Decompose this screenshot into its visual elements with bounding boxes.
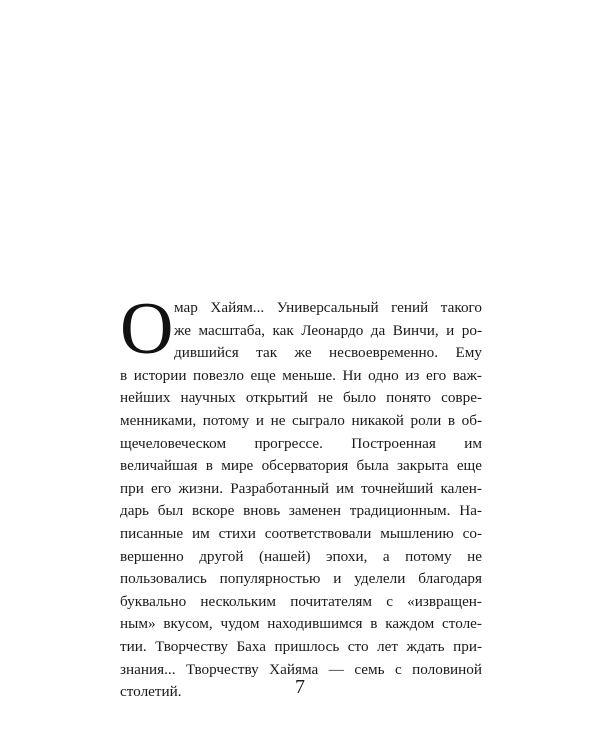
text-line-5: нейших научных открытий не было понято совре- [120, 389, 482, 407]
text-line-13: пользовались популярностью и уделели благодаря [120, 570, 482, 588]
text-line-11: писанные им стихи соответствовали мышлению со- [120, 524, 482, 542]
text-line-10: дарь был вскоре вновь заменен традиционным. На- [120, 502, 482, 520]
text-line-1: мар Хайям... Универсальный гений такого [174, 299, 482, 316]
body-paragraph [120, 288, 482, 704]
text-line-16: тии. Творчеству Баха пришлось сто лет ждать при- [120, 637, 482, 655]
text-line-4: в истории повезло еще меньше. Ни одно из его важ- [120, 366, 482, 384]
drop-cap-letter: О [120, 288, 174, 370]
text-line-14: буквально нескольким почитателям с «извращен- [120, 592, 482, 610]
text-line-2: же масштаба, как Леонардо да Винчи, и ро- [174, 321, 482, 339]
text-line-17: знания... Творчеству Хайяма — семь с половиной [120, 660, 482, 678]
text-line-7: щечеловеческом прогрессе. Построенная им [120, 434, 482, 452]
page-number: 7 [295, 676, 305, 698]
text-line-9: при его жизни. Разработанный им точнейший кален- [120, 479, 482, 497]
text-line-8: величайшая в мире обсерватория была закрыта еще [120, 457, 482, 475]
text-line-15: ным» вкусом, чудом находившимся в каждом столе- [120, 615, 482, 633]
text-line-12: вершенно другой (нашей) эпохи, а потому не [120, 547, 482, 565]
text-line-18: столетий. [120, 683, 182, 701]
text-line-3: дившийся так же несвоевременно. Ему [174, 344, 482, 362]
text-line-6: менниками, потому и не сыграло никакой роли в об- [120, 411, 482, 429]
